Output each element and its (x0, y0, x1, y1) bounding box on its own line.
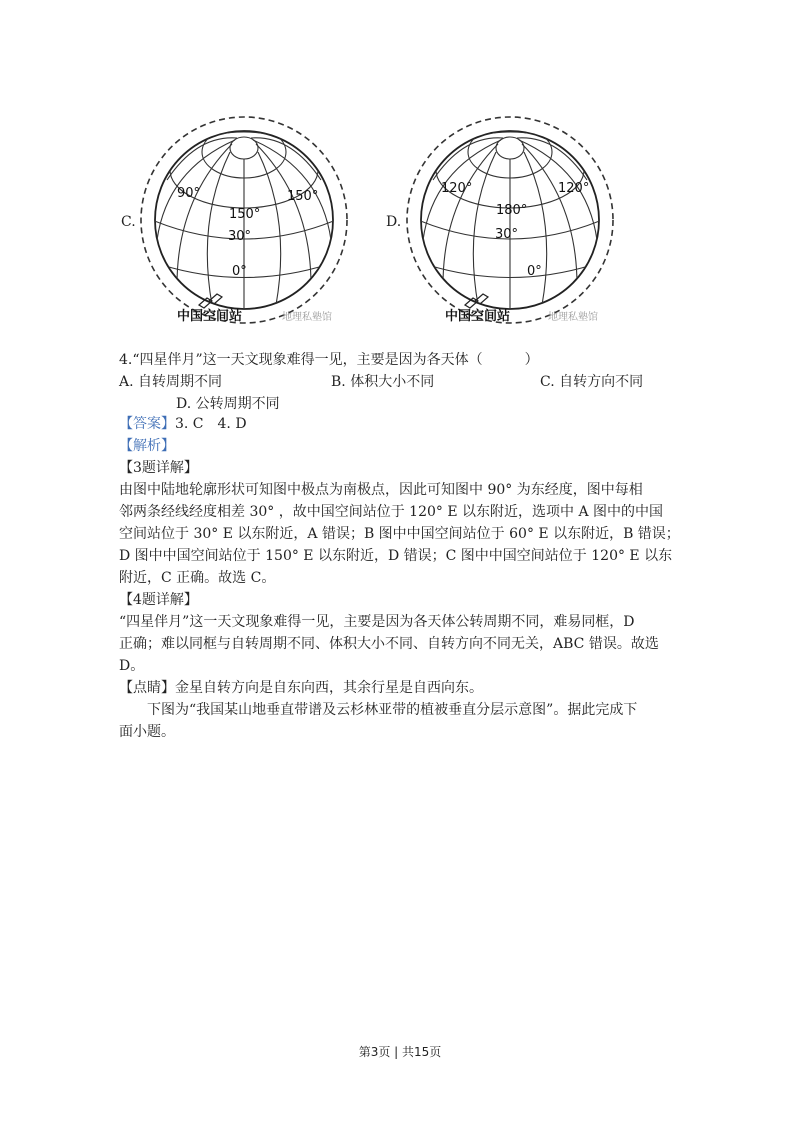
analysis-tag: 【解析】 (119, 438, 175, 454)
q3-line: 由图中陆地轮廓形状可知图中极点为南极点，因此可知图中 90° 为东经度，图中每相 (119, 482, 643, 498)
intro-line-2: 面小题。 (119, 724, 175, 740)
question-4-stem: 4.“四星伴月”这一天文现象难得一见，主要是因为各天体（ ） (119, 352, 539, 368)
label-lat-0: 0° (232, 264, 247, 279)
label-right-lon: 150° (287, 189, 319, 204)
q4-tag: 【4题详解】 (119, 592, 198, 608)
tip-line (119, 677, 483, 699)
option-a: A. 自转周期不同 (119, 374, 223, 390)
tip-text: 金星自转方向是自东向西，其余行星是自西向东。 (175, 680, 483, 696)
q4-body (119, 611, 685, 677)
figure-d (383, 100, 653, 340)
tip-tag: 【点睛】 (119, 680, 175, 696)
q3-line: 邻两条经线经度相差 30° ，故中国空间站位于 120° E 以东附近，选项中 A 图中的中国 (119, 504, 664, 520)
label-lat-30: 30° (228, 229, 252, 244)
label-left-lon: 120° (441, 181, 473, 196)
label-center-lon: 150° (229, 207, 261, 222)
option-c: C. 自转方向不同 (540, 374, 644, 390)
q4-line: 正确；难以同框与自转周期不同、体积大小不同、自转方向不同无关，ABC 错误。故选 (119, 636, 659, 652)
q3-tag: 【3题详解】 (119, 460, 198, 476)
answer-line (119, 413, 247, 435)
option-letter-d: D. (386, 214, 402, 230)
label-right-lon: 120° (558, 181, 590, 196)
globe-diagram-c (117, 100, 387, 340)
watermark: 地理私塾馆 (282, 312, 332, 323)
intro-line-1: 下图为“我国某山地垂直带谱及云杉林亚带的植被垂直分层示意图”。据此完成下 (147, 702, 638, 718)
watermark: 地理私塾馆 (548, 312, 598, 323)
q4-line: D。 (119, 658, 145, 674)
q4-line: “四星伴月”这一天文现象难得一见，主要是因为各天体公转周期不同，难易同框，D (119, 614, 635, 630)
q3-body (119, 479, 685, 589)
figure-c (117, 100, 387, 340)
globe-diagram-d (383, 100, 653, 340)
option-letter-c: C. (121, 214, 136, 230)
page-footer: 第3页 | 共15页 (358, 1045, 442, 1059)
q3-line: D 图中中国空间站位于 150° E 以东附近，D 错误；C 图中中国空间站位于 120° E 以东 (119, 548, 673, 564)
station-label: 中国空间站 (445, 309, 511, 324)
label-lat-0: 0° (527, 264, 542, 279)
label-left-lon: 90° (177, 186, 201, 201)
option-b: B. 体积大小不同 (331, 374, 435, 390)
label-lat-30: 30° (495, 227, 519, 242)
q3-line: 附近，C 正确。故选 C。 (119, 570, 276, 586)
station-label: 中国空间站 (177, 309, 243, 324)
q3-line: 空间站位于 30° E 以东附近，A 错误；B 图中中国空间站位于 60° E 以东附近，B 错误； (119, 526, 680, 542)
option-d: D. 公转周期不同 (176, 396, 280, 412)
answer-text: 3. C 4. D (175, 416, 247, 432)
answer-tag: 【答案】 (119, 416, 175, 432)
label-center-lon: 180° (496, 203, 528, 218)
